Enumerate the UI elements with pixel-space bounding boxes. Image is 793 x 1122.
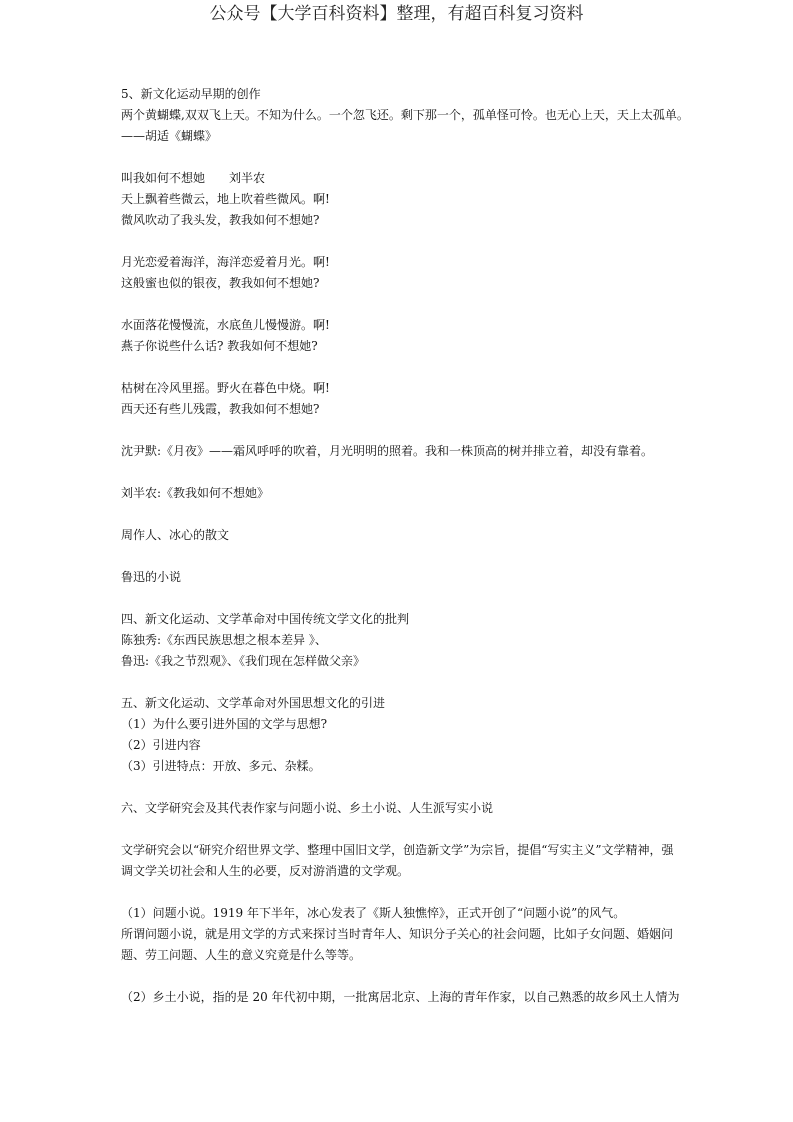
text-line: 月光恋爱着海洋，海洋恋爱着月光。啊!: [121, 255, 330, 269]
paragraph-gap: [121, 504, 687, 525]
paragraph-gap: [121, 420, 687, 441]
text-line: 两个黄蝴蝶,双双飞上天。不知为什么。一个忽飞还。剩下那一个，孤单怪可怜。也无心上天，天上太孤单。: [121, 108, 689, 122]
text-line: 陈独秀:《东西民族思想之根本差异 》、: [121, 633, 327, 647]
paragraph-gap: [121, 357, 687, 378]
text-line: （2）引进内容: [121, 738, 201, 752]
text-line: 五、新文化运动、文学革命对外国思想文化的引进: [121, 696, 386, 710]
text-line: （1）问题小说。1919 年下半年，冰心发表了《斯人独憔悴》，正式开创了“问题小说”的风气。: [121, 906, 626, 920]
text-line: ——胡适《蝴蝶》: [121, 129, 218, 143]
text-line: 西天还有些儿残霞，教我如何不想她?: [121, 402, 320, 416]
text-line: 叫我如何不想她 刘半农: [121, 171, 266, 185]
text-line: 周作人、冰心的散文: [121, 528, 230, 542]
text-line: 刘半农:《教我如何不想她》: [121, 486, 270, 500]
document-body: [121, 84, 687, 1008]
page-header: 公众号【大学百科资料】整理，有超百科复习资料: [209, 4, 584, 24]
text-line: （3）引进特点：开放、多元、杂糅。: [121, 759, 321, 773]
text-line: 这般蜜也似的银夜，教我如何不想她?: [121, 276, 320, 290]
text-line: 文学研究会以“研究介绍世界文学、整理中国旧文学，创造新文学”为宗旨，提倡“写实主义”文学精神，强: [121, 843, 674, 857]
text-line: 四、新文化运动、文学革命对中国传统文学文化的批判: [121, 612, 410, 626]
text-line: （1）为什么要引进外国的文学与思想?: [121, 717, 328, 731]
text-line: 燕子你说些什么话? 教我如何不想她?: [121, 339, 318, 353]
text-line: 沈尹默:《月夜》——霜风呼呼的吹着，月光明明的照着。我和一株顶高的树并排立着，却没有靠着。: [121, 444, 654, 458]
text-line: 枯树在冷风里摇。野火在暮色中烧。啊!: [121, 381, 330, 395]
paragraph-gap: [121, 882, 687, 903]
paragraph-gap: [121, 777, 687, 798]
text-line: 微风吹动了我头发，教我如何不想她?: [121, 213, 320, 227]
paragraph-gap: [121, 672, 687, 693]
text-line: 所谓问题小说，就是用文学的方式来探讨当时青年人、知识分子关心的社会问题，比如子女问题、婚姻问: [121, 927, 674, 941]
paragraph-gap: [121, 231, 687, 252]
text-line: 鲁迅的小说: [121, 570, 182, 584]
text-line: 5、新文化运动早期的创作: [121, 87, 261, 101]
text-line: 六、文学研究会及其代表作家与问题小说、乡土小说、人生派写实小说: [121, 801, 494, 815]
text-line: 鲁迅:《我之节烈观》、《我们现在怎样做父亲》: [121, 654, 366, 668]
paragraph-gap: [121, 588, 687, 609]
paragraph-gap: [121, 819, 687, 840]
paragraph-gap: [121, 462, 687, 483]
text-line: 调文学关切社会和人生的必要，反对游消遣的文学观。: [121, 864, 410, 878]
paragraph-gap: [121, 546, 687, 567]
text-line: （2）乡土小说，指的是 20 年代初中期，一批寓居北京、上海的青年作家，以自己熟悉的故乡风土人情为: [121, 990, 680, 1004]
paragraph-gap: [121, 294, 687, 315]
paragraph-gap: [121, 966, 687, 987]
text-line: 水面落花慢慢流，水底鱼儿慢慢游。啊!: [121, 318, 330, 332]
text-line: 题、劳工问题、人生的意义究竟是什么等等。: [121, 948, 362, 962]
text-line: 天上飘着些微云，地上吹着些微风。啊!: [121, 192, 330, 206]
paragraph-gap: [121, 147, 687, 168]
